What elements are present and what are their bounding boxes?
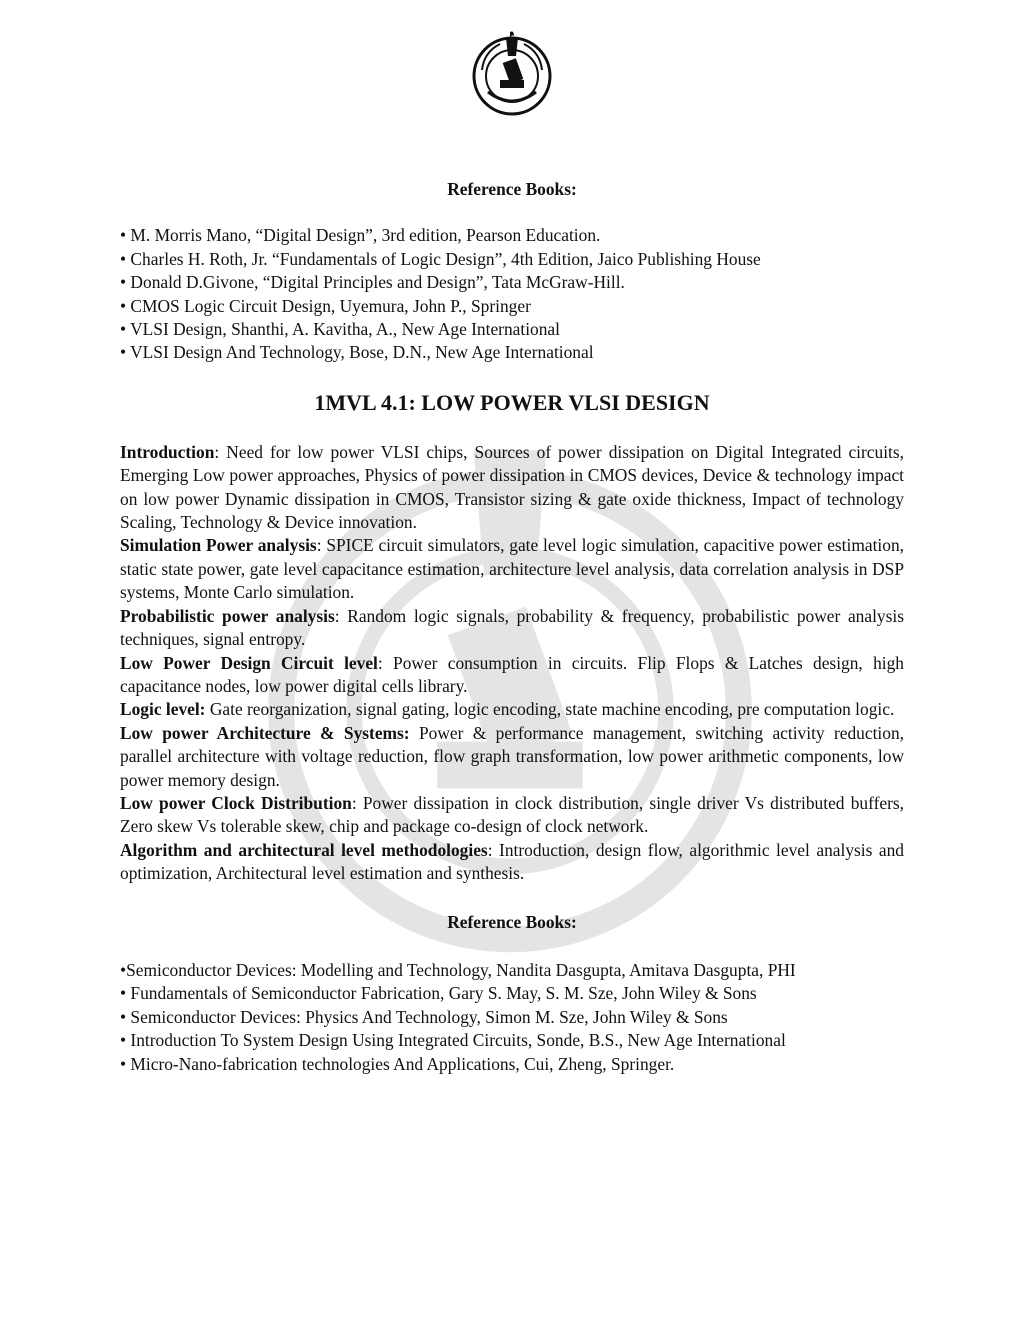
topic-label: Low power Architecture & Systems:	[120, 722, 410, 743]
list-item: • Semiconductor Devices: Physics And Technology, Simon M. Sze, John Wiley & Sons	[120, 1006, 728, 1027]
topic-simulation-power-analysis	[120, 534, 904, 604]
topic-separator: :	[487, 839, 493, 860]
list-item: • Donald D.Givone, “Digital Principles and Design”, Tata McGraw-Hill.	[120, 272, 625, 293]
topic-separator: :	[377, 652, 383, 673]
topic-separator: :	[214, 441, 220, 462]
topic-circuit-level	[120, 652, 904, 699]
topic-separator: :	[334, 605, 340, 626]
university-logo	[470, 30, 554, 116]
list-item: • CMOS Logic Circuit Design, Uyemura, John P., Springer	[120, 295, 531, 316]
document-body	[120, 178, 904, 1076]
topic-text: Power & performance management, switching activity reduction, parallel architecture with voltage reduction, flow graph transformation, low power arithmetic components, low power memory design.	[120, 722, 904, 790]
reference-books-heading: Reference Books:	[447, 911, 577, 932]
topic-architecture-systems	[120, 722, 904, 792]
list-item: • VLSI Design And Technology, Bose, D.N., New Age International	[120, 342, 594, 363]
topic-text: SPICE circuit simulators, gate level logic simulation, capacitive power estimation, static state power, gate level capacitance estimation, architecture level analysis, data correlation analysis in DSP systems, Monte Carlo simulation.	[120, 535, 904, 603]
list-item: • Charles H. Roth, Jr. “Fundamentals of Logic Design”, 4th Edition, Jaico Publishing House	[120, 248, 761, 269]
topic-algorithm-methodologies	[120, 839, 904, 886]
topic-label: Simulation Power analysis	[120, 535, 317, 556]
reference-books-heading: Reference Books:	[447, 179, 577, 199]
topic-logic-level	[120, 698, 904, 721]
topic-text: Power dissipation in clock distribution, single driver Vs distributed buffers, Zero skew Vs tolerable skew, chip and package co-design of clock network.	[120, 792, 904, 837]
reference-list	[120, 959, 904, 1076]
topic-text: Need for low power VLSI chips, Sources of power dissipation on Digital Integrated circuits, Emerging Low power approaches, Physics of power dissipation in CMOS devices, Device & technology impact on low power Dynamic dissipation in CMOS, Transistor sizing & gate oxide thickness, Impact of technology Scaling, Technology & Device innovation.	[120, 441, 904, 533]
list-item: • Micro-Nano-fabrication technologies And Applications, Cui, Zheng, Springer.	[120, 1053, 675, 1074]
topic-separator: :	[351, 792, 357, 813]
topic-text: Random logic signals, probability & frequency, probabilistic power analysis techniques, signal entropy.	[120, 605, 904, 650]
topic-introduction	[120, 441, 904, 535]
topic-text: Introduction, design flow, algorithmic level analysis and optimization, Architectural level estimation and synthesis.	[120, 839, 904, 884]
topic-label: Probabilistic power analysis	[120, 605, 335, 626]
topic-text: Gate reorganization, signal gating, logic encoding, state machine encoding, pre computation logic.	[205, 699, 895, 720]
reference-list	[120, 224, 904, 364]
course-topics	[120, 441, 904, 886]
topic-separator: :	[316, 535, 322, 556]
topic-clock-distribution	[120, 792, 904, 839]
course-title: 1MVL 4.1: LOW POWER VLSI DESIGN	[314, 389, 710, 415]
topic-label: Algorithm and architectural level methodologies	[120, 839, 488, 860]
list-item: •Semiconductor Devices: Modelling and Technology, Nandita Dasgupta, Amitava Dasgupta, PHI	[120, 959, 796, 980]
topic-probabilistic-power-analysis	[120, 605, 904, 652]
topic-label: Low power Clock Distribution	[120, 792, 352, 813]
list-item: • M. Morris Mano, “Digital Design”, 3rd edition, Pearson Education.	[120, 225, 601, 246]
topic-label: Introduction	[120, 441, 215, 462]
list-item: • Fundamentals of Semiconductor Fabrication, Gary S. May, S. M. Sze, John Wiley & Sons	[120, 983, 757, 1004]
list-item: • VLSI Design, Shanthi, A. Kavitha, A., New Age International	[120, 319, 560, 340]
topic-label: Logic level:	[120, 699, 206, 720]
topic-text: Power consumption in circuits. Flip Flops & Latches design, high capacitance nodes, low power digital cells library.	[120, 652, 904, 696]
topic-label: Low Power Design Circuit level	[120, 652, 378, 673]
list-item: • Introduction To System Design Using Integrated Circuits, Sonde, B.S., New Age International	[120, 1030, 786, 1051]
